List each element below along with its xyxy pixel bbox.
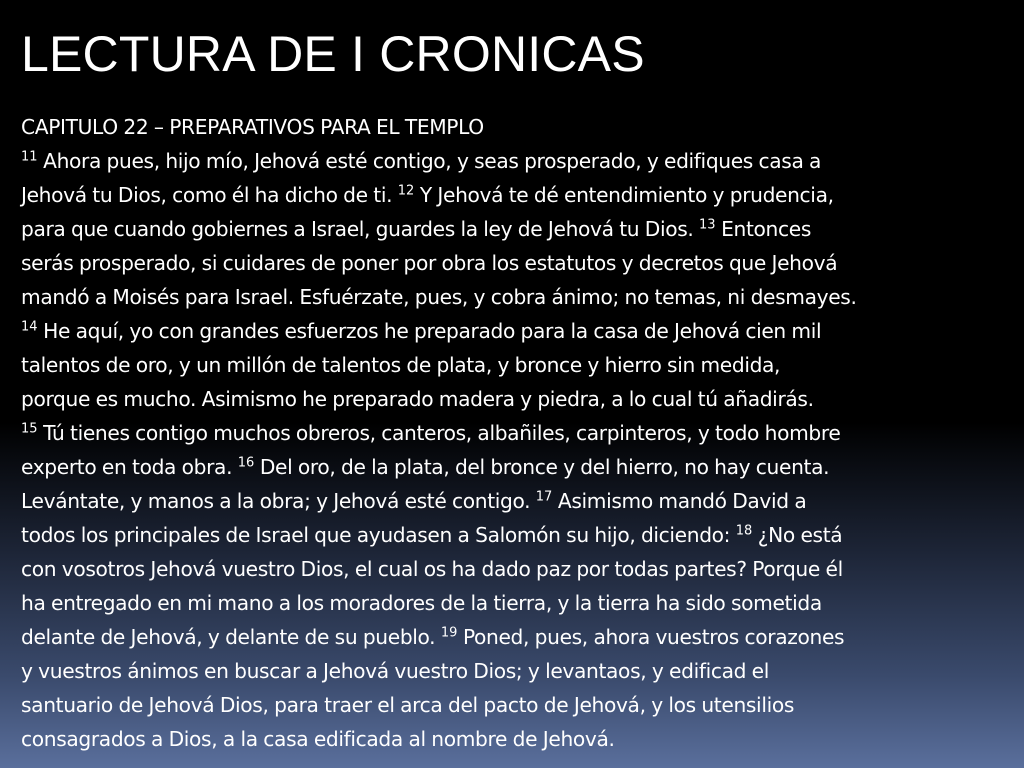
- verse-number: 13: [699, 217, 716, 233]
- text-line: Levántate, y manos a la obra; y Jehová esté contigo. $^{17}$ Asimismo mandó David a: [21, 489, 807, 513]
- text-line: serás prosperado, si cuidares de poner por obra los estatutos y decretos que Jehová: [21, 251, 838, 275]
- verse-number: 15: [21, 421, 38, 437]
- text-line: con vosotros Jehová vuestro Dios, el cual os ha dado paz por todas partes? Porque él: [21, 557, 843, 581]
- text-line: santuario de Jehová Dios, para traer el arca del pacto de Jehová, y los utensilios: [21, 693, 795, 717]
- text-line: $^{15}$ Tú tienes contigo muchos obreros, canteros, albañiles, carpinteros, y todo hombre: [21, 421, 841, 445]
- text-line: Jehová tu Dios, como él ha dicho de ti. $^{12}$ Y Jehová te dé entendimiento y prudencia,: [21, 183, 834, 207]
- text-line: para que cuando gobiernes a Israel, guardes la ley de Jehová tu Dios. $^{13}$ Entonces: [21, 217, 811, 241]
- text-line: $^{11}$ Ahora pues, hijo mío, Jehová esté contigo, y seas prosperado, y edifiques casa a: [21, 149, 822, 173]
- text-line: talentos de oro, y un millón de talentos de plata, y bronce y hierro sin medida,: [21, 353, 781, 377]
- verse-number: 17: [535, 489, 553, 505]
- text-line: $^{14}$ He aquí, yo con grandes esfuerzos he preparado para la casa de Jehová cien mil: [21, 319, 822, 343]
- text-line: experto en toda obra. $^{16}$ Del oro, de la plata, del bronce y del hierro, no hay cuenta.: [21, 455, 830, 479]
- chapter-heading: CAPITULO 22 – PREPARATIVOS PARA EL TEMPLO: [21, 115, 484, 139]
- verse-number: 19: [440, 625, 458, 641]
- scripture-text: [21, 110, 1004, 756]
- verse-number: 11: [21, 149, 38, 165]
- text-line: consagrados a Dios, a la casa edificada al nombre de Jehová.: [21, 727, 615, 751]
- text-line: mandó a Moisés para Israel. Esfuérzate, pues, y cobra ánimo; no temas, ni desmayes.: [21, 285, 857, 309]
- text-line: ha entregado en mi mano a los moradores de la tierra, y la tierra ha sido sometida: [21, 591, 822, 615]
- verse-number: 14: [21, 319, 38, 335]
- text-line: delante de Jehová, y delante de su pueblo. $^{19}$ Poned, pues, ahora vuestros corazones: [21, 625, 845, 649]
- text-line: y vuestros ánimos en buscar a Jehová vuestro Dios; y levantaos, y edificad el: [21, 659, 769, 683]
- verse-number: 16: [237, 455, 255, 471]
- verse-number: 12: [397, 183, 415, 199]
- slide-title: LECTURA DE I CRONICAS: [21, 26, 645, 82]
- text-line: porque es mucho. Asimismo he preparado madera y piedra, a lo cual tú añadirás.: [21, 387, 814, 411]
- verse-number: 18: [735, 523, 753, 539]
- text-line: todos los principales de Israel que ayudasen a Salomón su hijo, diciendo: $^{18}$ ¿No está: [21, 523, 843, 547]
